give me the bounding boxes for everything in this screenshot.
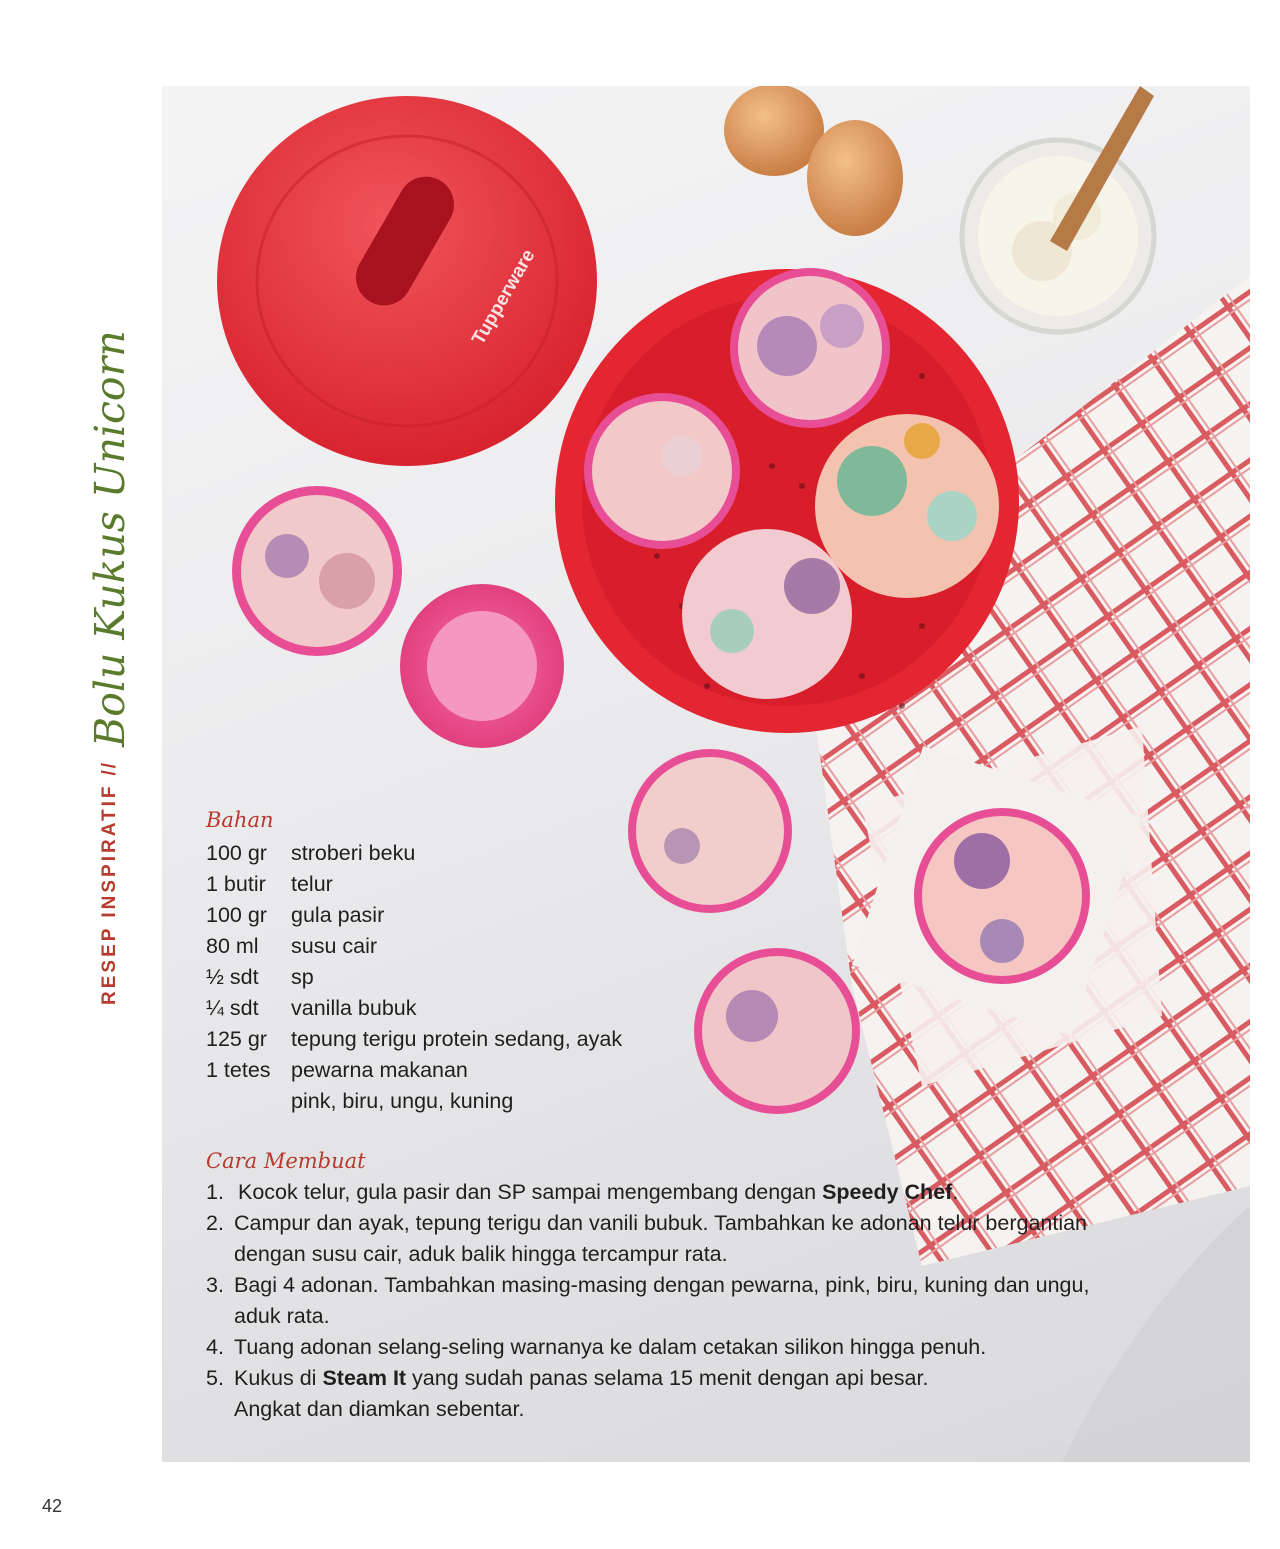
step-text-part: Tuang adonan selang-seling warnanya ke dalam cetakan silikon hingga penuh. xyxy=(234,1335,987,1359)
step-item xyxy=(206,1177,1206,1208)
ingredient-qty: 100 gr xyxy=(206,903,267,927)
step-item xyxy=(206,1208,1206,1270)
ingredient-name: telur xyxy=(291,872,333,896)
method-steps xyxy=(206,1177,1206,1425)
cake xyxy=(584,393,740,549)
ingredient-row xyxy=(206,931,622,962)
step-number: 2. xyxy=(206,1211,224,1235)
step-text-part: Kukus di xyxy=(234,1366,323,1390)
step-text xyxy=(234,1270,1206,1332)
ingredients-heading: Bahan xyxy=(206,808,274,832)
ingredient-qty: 125 gr xyxy=(206,1027,267,1051)
ingredient-qty: 1 butir xyxy=(206,872,266,896)
ingredient-qty: 100 gr xyxy=(206,841,267,865)
ingredient-name: pink, biru, ungu, kuning xyxy=(291,1089,514,1113)
section-label: RESEP INSPIRATIF xyxy=(99,783,120,1005)
cake xyxy=(914,808,1090,984)
ingredient-qty: ¼ sdt xyxy=(206,996,259,1020)
step-text xyxy=(234,1208,1206,1270)
ingredient-row xyxy=(206,962,622,993)
step-text xyxy=(234,1363,1206,1425)
ingredient-name: stroberi beku xyxy=(291,841,416,865)
ingredient-qty: 1 tetes xyxy=(206,1058,271,1082)
step-text-part: yang sudah panas selama 15 menit dengan api besar. xyxy=(406,1366,929,1390)
step-number: 3. xyxy=(206,1273,224,1297)
product-name: Steam It xyxy=(322,1366,407,1390)
ingredient-row xyxy=(206,1024,622,1055)
ingredient-name: sp xyxy=(291,965,314,989)
separator: // xyxy=(99,760,120,776)
step-text xyxy=(234,1332,1206,1363)
ingredient-qty: ½ sdt xyxy=(206,965,259,989)
ingredient-name: gula pasir xyxy=(291,903,385,927)
ingredient-row xyxy=(206,1086,622,1117)
step-text-part: Angkat dan diamkan sebentar. xyxy=(234,1397,525,1421)
step-number: 1. xyxy=(206,1180,224,1204)
step-number: 4. xyxy=(206,1335,224,1359)
cake xyxy=(694,948,860,1114)
ingredient-name: pewarna makanan xyxy=(291,1058,468,1082)
step-item xyxy=(206,1363,1206,1425)
ingredient-name: vanilla bubuk xyxy=(291,996,417,1020)
ingredient-row xyxy=(206,900,622,931)
step-text xyxy=(234,1177,1206,1208)
side-label xyxy=(80,330,140,1005)
product-name: Speedy Chef xyxy=(822,1180,953,1204)
egg xyxy=(807,120,903,236)
step-text-part: aduk rata. xyxy=(234,1304,330,1328)
lid-brand: Tupperware xyxy=(468,245,540,349)
cake xyxy=(815,414,999,598)
recipe-title: Bolu Kukus Unicorn xyxy=(86,330,134,747)
ingredients-list xyxy=(206,838,622,1117)
ingredient-name: tepung terigu protein sedang, ayak xyxy=(291,1027,623,1051)
step-number: 5. xyxy=(206,1366,224,1390)
ingredient-row xyxy=(206,993,622,1024)
step-text-part: . xyxy=(952,1180,959,1204)
method-heading: Cara Membuat xyxy=(206,1149,366,1173)
step-item xyxy=(206,1332,1206,1363)
cake xyxy=(628,749,792,913)
page-number: 42 xyxy=(42,1496,63,1516)
step-item xyxy=(206,1270,1206,1332)
cake xyxy=(232,486,402,656)
ingredient-row xyxy=(206,838,622,869)
ingredient-qty: 80 ml xyxy=(206,934,259,958)
ingredient-row xyxy=(206,869,622,900)
cake xyxy=(730,268,890,428)
step-text-part: dengan susu cair, aduk balik hingga tercampur rata. xyxy=(234,1242,728,1266)
ingredient-name: susu cair xyxy=(291,934,378,958)
ingredient-row xyxy=(206,1055,622,1086)
step-text-part: Kocok telur, gula pasir dan SP sampai mengembang dengan xyxy=(238,1180,823,1204)
step-text-part: Bagi 4 adonan. Tambahkan masing-masing dengan pewarna, pink, biru, kuning dan ungu, xyxy=(234,1273,1090,1297)
step-text-part: Campur dan ayak, tepung terigu dan vanili bubuk. Tambahkan ke adonan telur bergantian xyxy=(234,1211,1088,1235)
cake xyxy=(682,529,852,699)
